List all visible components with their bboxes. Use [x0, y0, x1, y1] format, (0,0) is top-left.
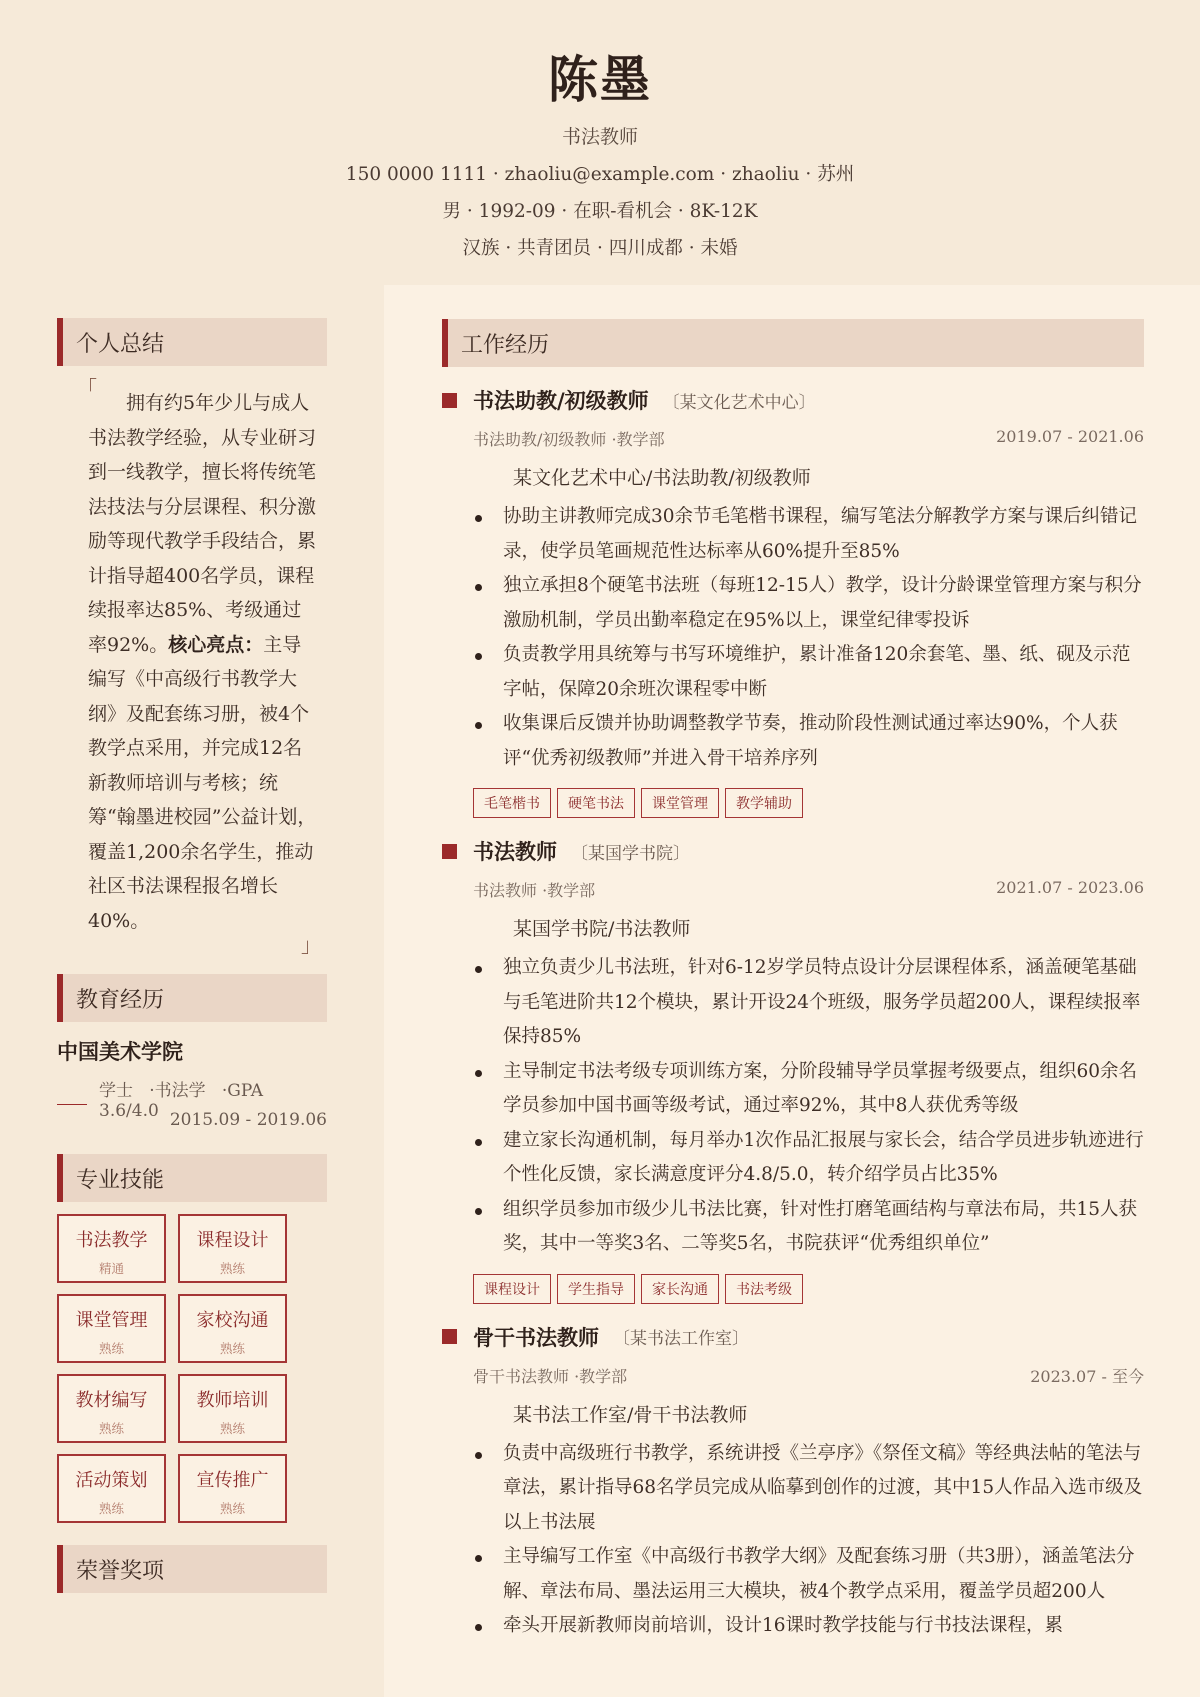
skill-card	[57, 1294, 166, 1363]
skill-name: 家校沟通	[196, 1310, 269, 1331]
resume-header	[0, 0, 1200, 285]
work-heading: 工作经历	[442, 319, 1144, 367]
job-org: 某国学书院/书法教师	[513, 918, 691, 940]
skill-tag: 课程设计	[473, 1274, 551, 1304]
bullet-dot-icon	[475, 1208, 482, 1215]
skill-card	[178, 1294, 287, 1363]
skills-grid	[57, 1214, 327, 1523]
skill-tag: 书法考级	[725, 1274, 803, 1304]
job-company: 〔某国学书院〕	[571, 843, 690, 864]
job-company: 〔某书法工作室〕	[613, 1329, 749, 1349]
school-name: 中国美术学院	[57, 1039, 183, 1064]
skill-name: 宣传推广	[196, 1470, 269, 1491]
summary-text: 拥有约5年少儿与成人书法教学经验，从专业研习到一线教学，擅长将传统笔法技法与分层课程、积分激励等现代教学手段结合，累计指导超400名学员，课程续报率达85%、考级通过率92%。	[88, 392, 317, 656]
job-department: 书法教师 ·教学部	[473, 881, 596, 900]
list-item: 独立承担8个硬笔书法班（每班12-15人）教学，设计分龄课堂管理方案与积分激励机制，学员出勤率稳定在95%以上，课堂纪律零投诉	[442, 569, 1144, 638]
skill-level: 熟练	[98, 1501, 124, 1516]
job-department: 骨干书法教师 ·教学部	[473, 1366, 628, 1386]
list-item: 主导编写工作室《中高级行书教学大纲》及配套练习册（共3册），涵盖笔法分解、章法布局、墨法运用三大模块，被4个教学点采用，覆盖学员超200人	[442, 1540, 1144, 1609]
skills-heading: 专业技能	[57, 1154, 327, 1202]
skill-name: 课堂管理	[75, 1310, 148, 1331]
job-department: 书法助教/初级教师 ·教学部	[473, 430, 665, 449]
list-item: 主导制定书法考级专项训练方案，分阶段辅导学员掌握考级要点，组织60余名学员参加中国书画等级考试，通过率92%，其中8人获优秀等级	[442, 1055, 1144, 1124]
list-item: 收集课后反馈并协助调整教学节奏，推动阶段性测试通过率达90%，个人获评“优秀初级教师”并进入骨干培养序列	[442, 707, 1144, 776]
skill-card	[178, 1454, 287, 1523]
bullet-square-icon	[442, 393, 457, 408]
list-item: 牵头开展新教师岗前培训，设计16课时教学技能与行书技法课程，累	[442, 1609, 1144, 1644]
quote-close-icon: 」	[301, 932, 321, 957]
skill-level: 熟练	[219, 1341, 245, 1356]
skill-level: 熟练	[219, 1501, 245, 1516]
education-date: 2015.09 - 2019.06	[169, 1110, 327, 1130]
skill-tag: 硬笔书法	[557, 788, 635, 818]
job-date: 2023.07 - 至今	[1030, 1366, 1144, 1386]
bullet-dot-icon	[475, 1452, 482, 1459]
skill-tag: 课堂管理	[641, 788, 719, 818]
list-item: 协助主讲教师完成30余节毛笔楷书课程，编写笔法分解教学方案与课后纠错记录，使学员笔画规范性达标率从60%提升至85%	[442, 500, 1144, 569]
right-column	[384, 285, 1200, 1697]
bullet-dot-icon	[475, 1624, 482, 1631]
bullet-dot-icon	[475, 1070, 482, 1077]
skill-tag: 家长沟通	[641, 1274, 719, 1304]
summary-heading: 个人总结	[57, 318, 327, 366]
job-date: 2019.07 - 2021.06	[996, 427, 1144, 446]
job-entry	[442, 385, 1144, 818]
job-entry	[442, 836, 1144, 1304]
list-item: 负责教学用具统筹与书写环境维护，累计准备120余套笔、墨、纸、砚及示范字帖，保障20余班次课程零中断	[442, 638, 1144, 707]
bullet-square-icon	[442, 1329, 457, 1344]
skill-level: 熟练	[98, 1421, 124, 1436]
bullet-dot-icon	[475, 653, 482, 660]
list-item: 建立家长沟通机制，每月举办1次作品汇报展与家长会，结合学员进步轨迹进行个性化反馈，家长满意度评分4.8/5.0，转介绍学员占比35%	[442, 1124, 1144, 1193]
skill-card	[178, 1214, 287, 1283]
skill-tag: 学生指导	[557, 1274, 635, 1304]
job-title: 骨干书法教师	[473, 1324, 599, 1350]
bullet-dot-icon	[475, 515, 482, 522]
skill-level: 精通	[98, 1261, 124, 1276]
gpa: ·GPA 3.6/4.0	[99, 1081, 263, 1121]
degree: 学士	[99, 1081, 133, 1101]
education-heading: 教育经历	[57, 974, 327, 1022]
quote-open-icon: 「	[77, 376, 97, 400]
skill-card	[57, 1454, 166, 1523]
bullet-dot-icon	[475, 1139, 482, 1146]
skill-name: 教师培训	[196, 1390, 269, 1411]
skill-card	[57, 1374, 166, 1443]
background-line: 汉族 · 共青团员 · 四川成都 · 未婚	[462, 238, 738, 259]
job-org: 某书法工作室/骨干书法教师	[513, 1403, 748, 1426]
bullet-dot-icon	[475, 584, 482, 591]
honors-heading: 荣誉奖项	[57, 1545, 327, 1593]
divider	[57, 1104, 87, 1105]
skill-card	[178, 1374, 287, 1443]
skill-level: 熟练	[219, 1421, 245, 1436]
job-title: 书法助教/初级教师	[473, 388, 649, 413]
list-item: 独立负责少儿书法班，针对6-12岁学员特点设计分层课程体系，涵盖硬笔基础与毛笔进阶共12个模块，累计开设24个班级，服务学员超200人，课程续报率保持85%	[442, 951, 1144, 1055]
summary-text-2: 主导编写《中高级行书教学大纲》及配套练习册，被4个教学点采用，并完成12名新教师培训与考核；统筹“翰墨进校园”公益计划，覆盖1,200余名学生，推动社区书法课程报名增长40%。	[88, 633, 317, 932]
candidate-role: 书法教师	[561, 126, 638, 148]
job-org: 某文化艺术中心/书法助教/初级教师	[513, 467, 811, 489]
skill-level: 熟练	[219, 1261, 245, 1276]
summary-block	[57, 366, 327, 957]
job-company: 〔某文化艺术中心〕	[662, 392, 816, 413]
bullet-square-icon	[442, 844, 457, 859]
left-column	[57, 318, 327, 1593]
candidate-name: 陈墨	[548, 50, 652, 109]
skill-tag: 教学辅助	[725, 788, 803, 818]
bullet-dot-icon	[475, 966, 482, 973]
bullet-dot-icon	[475, 722, 482, 729]
list-item: 组织学员参加市级少儿书法比赛，针对性打磨笔画结构与章法布局，共15人获奖，其中一等奖3名、二等奖5名，书院获评“优秀组织单位”	[442, 1193, 1144, 1262]
skill-name: 活动策划	[75, 1470, 148, 1491]
skill-name: 书法教学	[75, 1230, 148, 1251]
contact-line: 150 0000 1111 · zhaoliu@example.com · zhaoliu · 苏州	[345, 164, 855, 185]
job-title: 书法教师	[473, 839, 557, 864]
skill-level: 熟练	[98, 1341, 124, 1356]
skill-card	[57, 1214, 166, 1283]
skill-name: 教材编写	[75, 1390, 148, 1411]
skill-tag: 毛笔楷书	[473, 788, 551, 818]
list-item: 负责中高级班行书教学，系统讲授《兰亭序》《祭侄文稿》等经典法帖的笔法与章法，累计指导68名学员完成从临摹到创作的过渡，其中15人作品入选市级及以上书法展	[442, 1437, 1144, 1541]
summary-highlight-label: 核心亮点：	[168, 633, 264, 656]
major: ·书法学	[149, 1081, 206, 1101]
personal-line: 男 · 1992-09 · 在职-看机会 · 8K-12K	[442, 201, 758, 222]
job-date: 2021.07 - 2023.06	[996, 878, 1144, 897]
bullet-dot-icon	[475, 1555, 482, 1562]
job-entry	[442, 1322, 1144, 1644]
skill-name: 课程设计	[196, 1230, 269, 1251]
